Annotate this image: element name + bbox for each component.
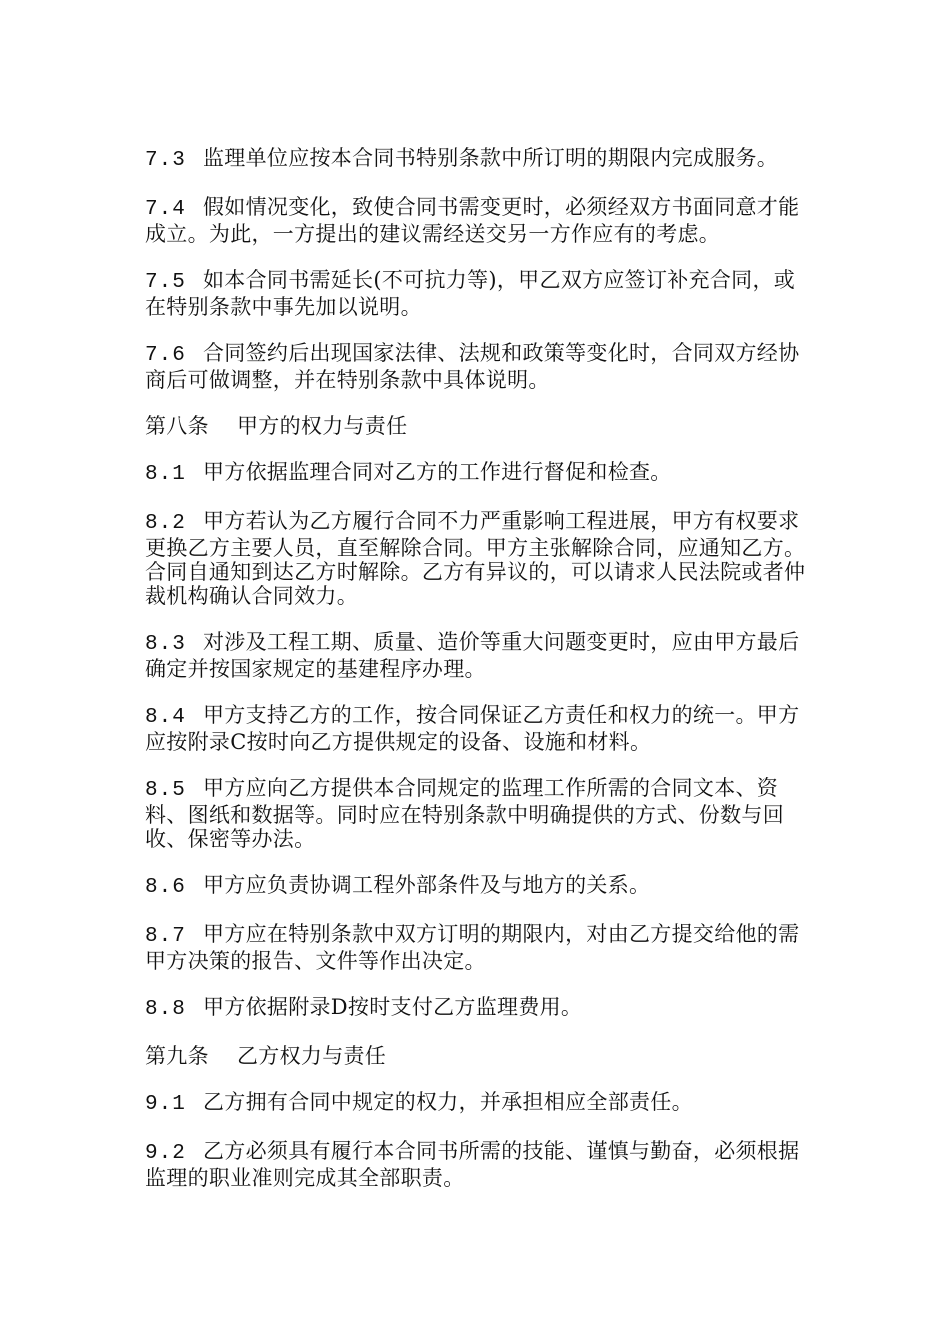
clause-text: 合同签约后出现国家法律、法规和政策等变化时，合同双方经协商后可做调整，并在特别条款中具体说明。 (145, 341, 800, 392)
clause-text: 监理单位应按本合同书特别条款中所订明的期限内完成服务。 (203, 146, 779, 170)
clause-text: 如本合同书需延长(不可抗力等)，甲乙双方应签订补充合同，或在特别条款中事先加以说明。 (145, 268, 796, 319)
clause-7-6 (145, 341, 810, 392)
clause-9-1 (145, 1090, 810, 1117)
clause-number: 8.7 (145, 925, 186, 948)
clause-number: 7.3 (145, 149, 186, 172)
clause-text: 甲方支持乙方的工作，按合同保证乙方责任和权力的统一。甲方应按附录C按时向乙方提供规定的设备、设施和材料。 (145, 703, 800, 754)
clause-number: 9.1 (145, 1093, 186, 1116)
clause-8-7 (145, 922, 810, 973)
clause-number: 7.6 (145, 344, 186, 367)
clause-number: 9.2 (145, 1142, 186, 1165)
clause-8-6 (145, 873, 810, 900)
clause-number: 8.3 (145, 633, 186, 656)
clause-text: 乙方拥有合同中规定的权力，并承担相应全部责任。 (203, 1090, 693, 1114)
clause-text: 甲方依据监理合同对乙方的工作进行督促和检查。 (203, 460, 672, 484)
clause-number: 8.5 (145, 779, 186, 802)
clause-8-3 (145, 630, 810, 681)
clause-number: 7.5 (145, 271, 186, 294)
clause-8-1 (145, 460, 810, 487)
clause-text: 甲方依据附录D按时支付乙方监理费用。 (203, 995, 583, 1019)
clause-number: 8.8 (145, 998, 186, 1021)
clause-7-5 (145, 268, 810, 319)
article-number: 第九条 (145, 1044, 209, 1068)
clause-text: 对涉及工程工期、质量、造价等重大问题变更时，应由甲方最后确定并按国家规定的基建程序办理。 (145, 630, 800, 681)
clause-text: 甲方应在特别条款中双方订明的期限内，对由乙方提交给他的需甲方决策的报告、文件等作出决定。 (145, 922, 800, 973)
clause-text: 假如情况变化，致使合同书需变更时，必须经双方书面同意才能成立。为此，一方提出的建议需经送交另一方作应有的考虑。 (145, 195, 800, 246)
clause-8-5 (145, 776, 810, 851)
clause-text: 甲方应负责协调工程外部条件及与地方的关系。 (203, 873, 651, 897)
clause-text: 甲方若认为乙方履行合同不力严重影响工程进展，甲方有权要求更换乙方主要人员，直至解除合同。甲方主张解除合同，应通知乙方。合同自通知到达乙方时解除。乙方有异议的，可以请求人民法院或者仲裁机构确认合同效力。 (145, 509, 806, 608)
clause-text: 乙方必须具有履行本合同书所需的技能、谨慎与勤奋，必须根据监理的职业准则完成其全部职责。 (145, 1139, 800, 1190)
clause-7-3 (145, 146, 810, 173)
clause-8-8 (145, 995, 810, 1022)
clause-8-4 (145, 703, 810, 754)
article-title: 甲方的权力与责任 (237, 414, 408, 438)
clause-number: 7.4 (145, 198, 186, 221)
clause-text: 甲方应向乙方提供本合同规定的监理工作所需的合同文本、资料、图纸和数据等。同时应在特别条款中明确提供的方式、份数与回收、保密等办法。 (145, 776, 784, 851)
clause-8-2 (145, 509, 810, 608)
clause-number: 8.2 (145, 512, 186, 535)
article-title: 乙方权力与责任 (237, 1044, 387, 1068)
clause-7-4 (145, 195, 810, 246)
clause-number: 8.6 (145, 876, 186, 899)
article-number: 第八条 (145, 414, 209, 438)
clause-number: 8.4 (145, 706, 186, 729)
article-9-heading (145, 1044, 810, 1068)
article-8-heading (145, 414, 810, 438)
clause-9-2 (145, 1139, 810, 1190)
document-body (145, 146, 810, 1212)
clause-number: 8.1 (145, 463, 186, 486)
